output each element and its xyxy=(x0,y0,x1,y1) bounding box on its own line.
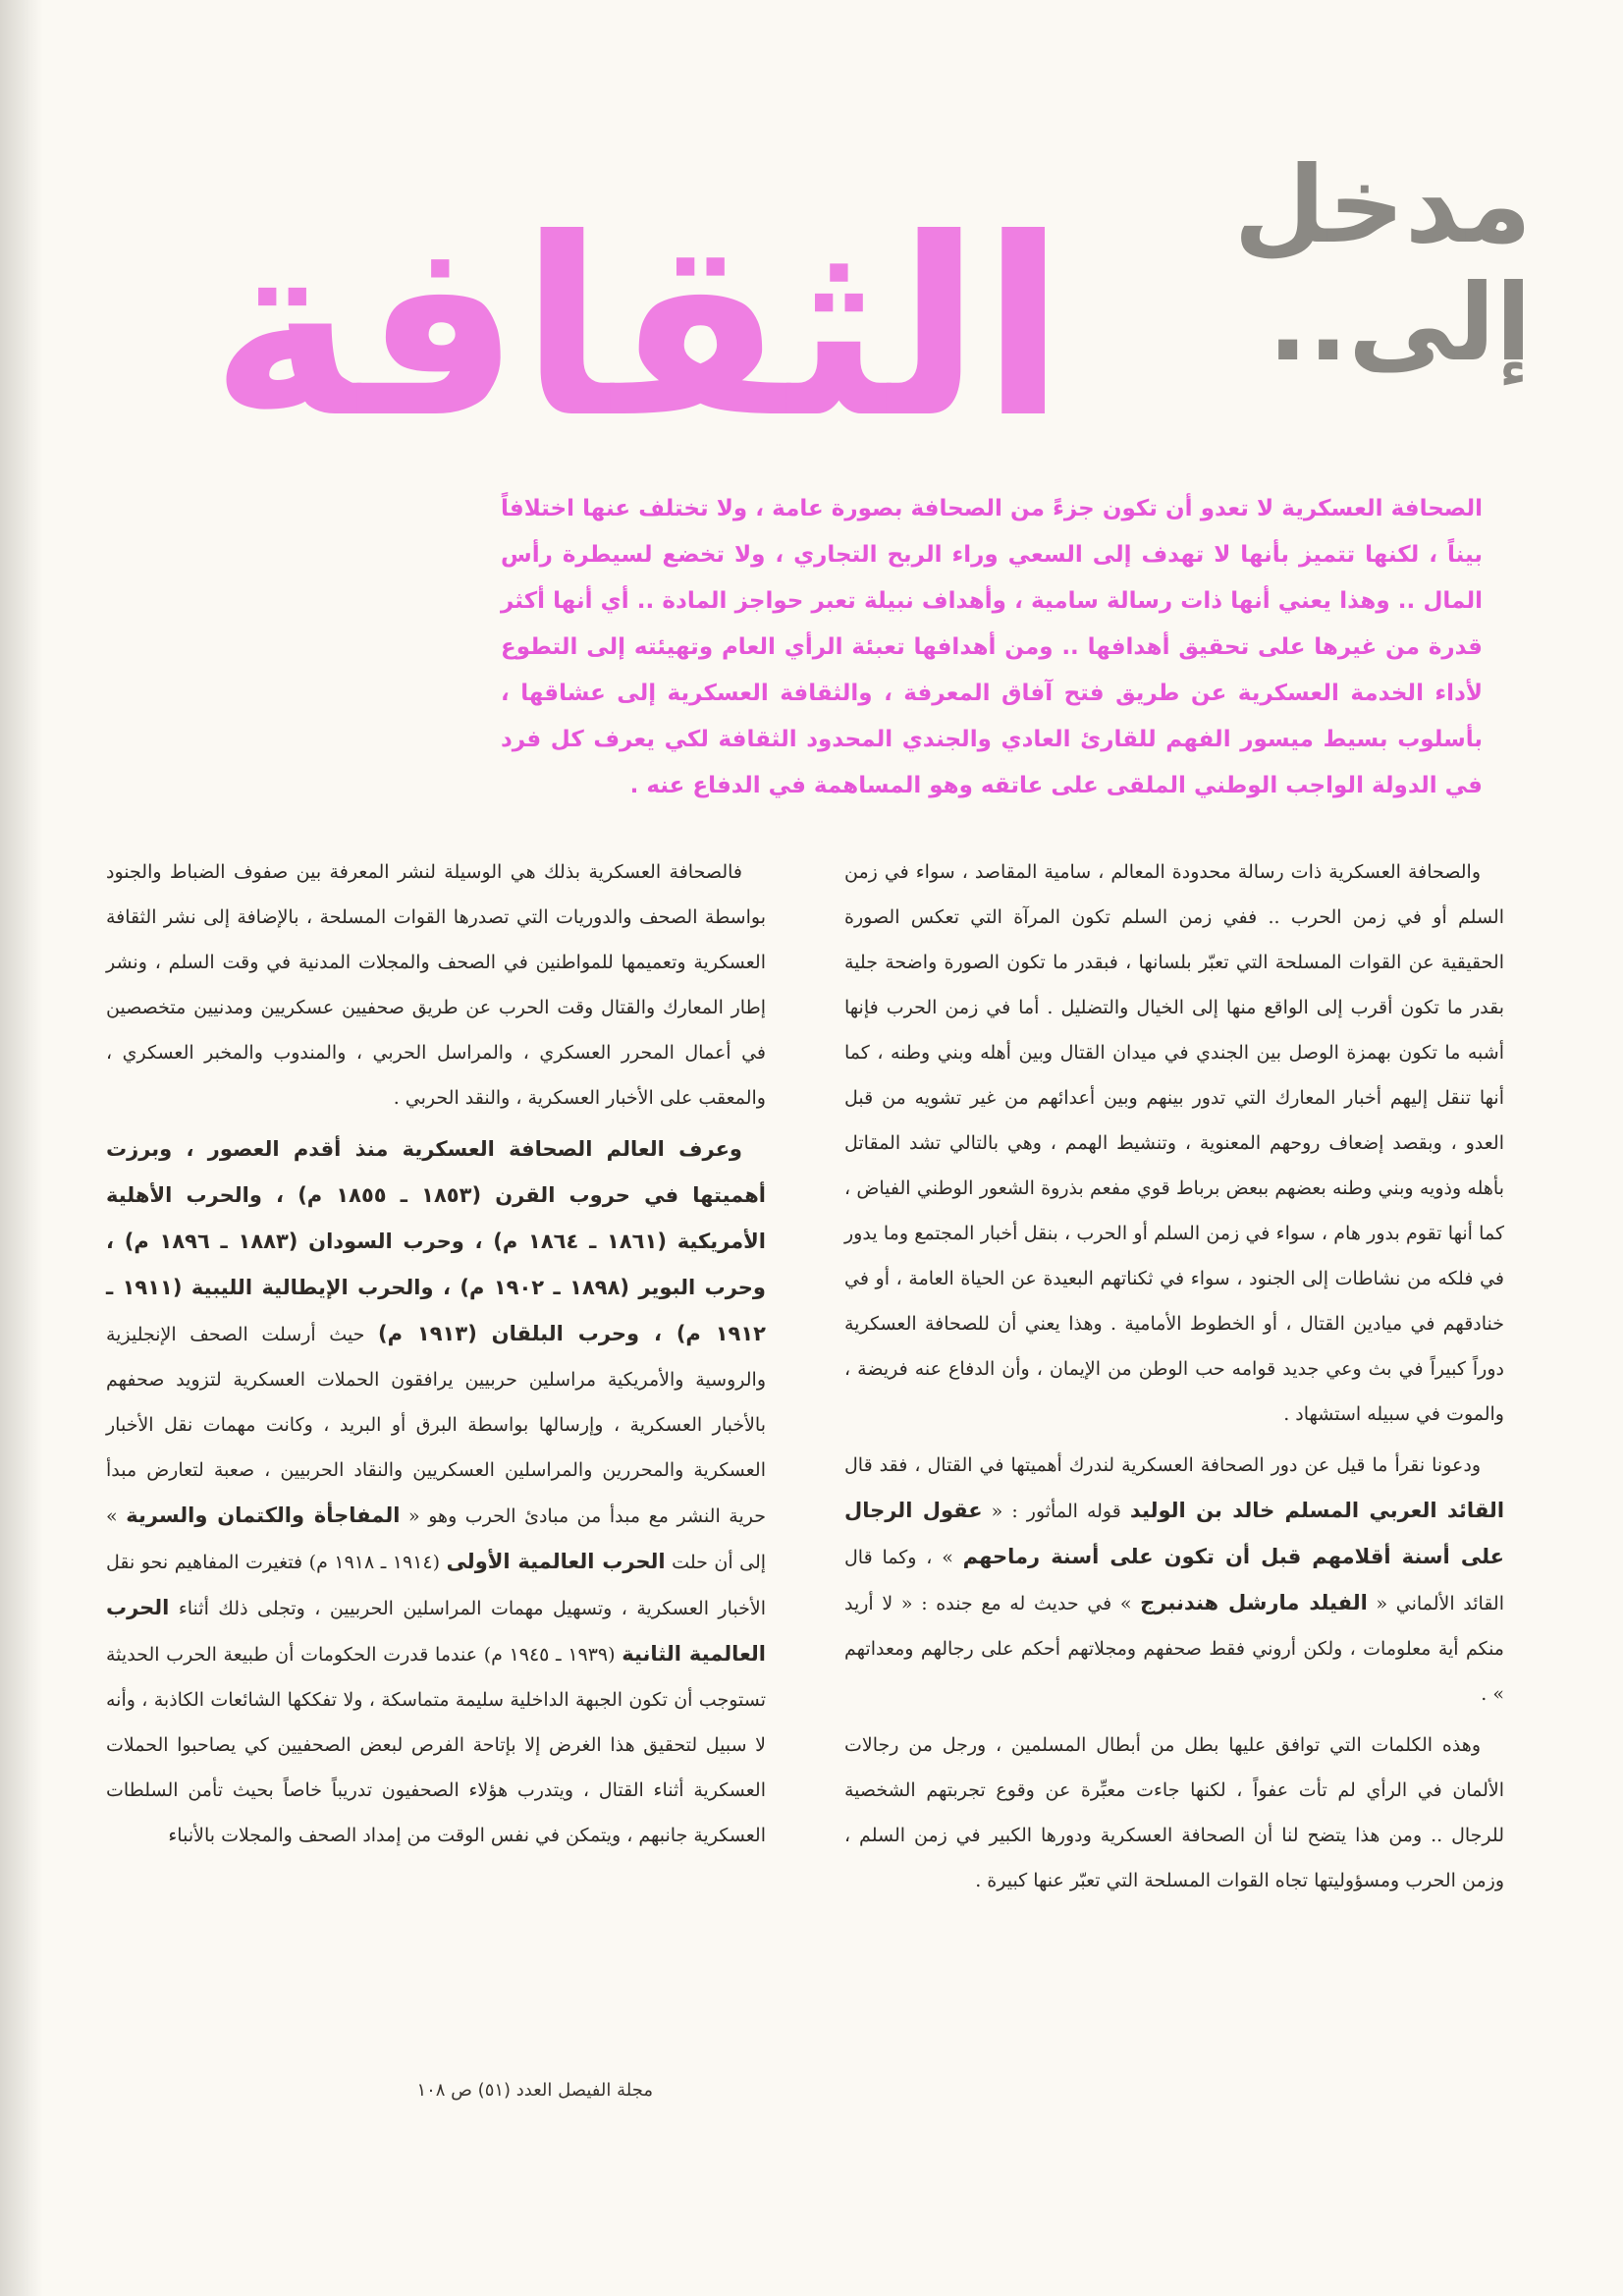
headline-intro-line2: إلى.. xyxy=(1268,262,1532,385)
body-column-right xyxy=(844,849,1504,1909)
body-column-left xyxy=(106,849,766,1864)
page-footer: مجلة الفيصل العدد (٥١) ص ١٠٨ xyxy=(416,2080,653,2101)
lead-paragraph: الصحافة العسكرية لا تعدو أن تكون جزءً من الصحافة بصورة عامة ، ولا تختلف عنها اختلافاً بيناً ، لكنها تتميز بأنها لا تهدف إلى السعي وراء الربح التجاري ، ولا تخضع لسيطرة رأس المال .. وهذا يعني أنها ذات رسالة سامية ، وأهداف نبيلة تعبر حواجز المادة .. أي أنها أكثر قدرة من غيرها على تحقيق أهدافها .. ومن أهدافها تعبئة الرأي العام وتهيئته إلى التطوع لأداء الخدمة العسكرية عن طريق فتح آفاق المعرفة ، والثقافة العسكرية إلى عشاقها ، بأسلوب بسيط ميسور الفهم للقارئ العادي والجندي المحدود الثقافة لكي يعرف كل فرد في الدولة الواجب الوطني الملقى على عاتقه وهو المساهمة في الدفاع عنه . xyxy=(501,496,1483,798)
page-scan-edge xyxy=(0,0,43,2296)
paragraph: فالصحافة العسكرية بذلك هي الوسيلة لنشر المعرفة بين صفوف الضباط والجنود بواسطة الصحف والدوريات التي تصدرها القوات المسلحة ، بالإضافة إلى نشر الثقافة العسكرية وتعميمها للمواطنين في الصحف والمجلات المدنية في وقت السلم ، ونشر إطار المعارك والقتال وقت الحرب عن طريق صحفيين عسكريين ومدنيين متخصصين في أعمال المحرر العسكري ، والمراسل الحربي ، والمندوب والمخبر العسكري ، والمعقب على الأخبار العسكرية ، والنقد الحربي . xyxy=(106,861,766,1109)
article-headline xyxy=(88,144,1532,471)
headline-intro-line1: مدخل xyxy=(1233,144,1532,267)
headline-main: الثقافة xyxy=(210,186,1065,471)
paragraph: ودعونا نقرأ ما قيل عن دور الصحافة العسكرية لندرك أهميتها في القتال ، فقد قال القائد العربي المسلم خالد بن الوليد قوله المأثور : « عقول الرجال على أسنة أقلامهم قبل أن تكون على أسنة رماحهم » ، وكما قال القائد الألماني « الفيلد مارشل هندنبرج » في حديث له مع جنده : « لا أريد منكم أية معلومات ، ولكن أروني فقط صحفهم ومجلاتهم أحكم على رجالهم ومعداتهم » . xyxy=(844,1454,1505,1705)
paragraph: والصحافة العسكرية ذات رسالة محدودة المعالم ، سامية المقاصد ، سواء في زمن السلم أو في زمن الحرب .. ففي زمن السلم تكون المرآة التي تعكس الصورة الحقيقية عن القوات المسلحة التي تعبّر بلسانها ، فبقدر ما تكون الصورة واضحة جلية بقدر ما تكون أقرب إلى الواقع منها إلى الخيال والتضليل . أما في زمن الحرب فإنها أشبه ما تكون بهمزة الوصل بين الجندي في ميدان القتال وبين أهله وبني وطنه ، كما أنها تنقل إليهم أخبار المعارك التي تدور بينهم وبين أعدائهم من غير تشويه من قبل العدو ، وبقصد إضعاف روحهم المعنوية ، وتنشيط الهمم ، وهي بالتالي تشد المقاتل بأهله وذويه وبني وطنه بعضهم ببعض برباط قوي مفعم بذروة الشعور الوطني الفياض ، كما أنها تقوم بدور هام ، سواء في زمن السلم أو الحرب ، بنقل أخبار المجتمع وما يدور في فلكه من نشاطات إلى الجنود ، سواء في ثكناتهم البعيدة عن الحياة العامة ، أو في خنادقهم في ميادين القتال ، أو الخطوط الأمامية . وهذا يعني أن للصحافة العسكرية دوراً كبيراً في بث وعي جديد قوامه حب الوطن من الإيمان ، وأن الدفاع عنه فريضة ، والموت في سبيله استشهاد . xyxy=(844,861,1505,1425)
paragraph: وهذه الكلمات التي توافق عليها بطل من أبطال المسلمين ، ورجل من رجالات الألمان في الرأي لم تأت عفواً ، لكنها جاءت معبِّرة عن وقوع تجربتهم الشخصية للرجال .. ومن هذا يتضح لنا أن الصحافة العسكرية ودورها الكبير في زمن السلم ، وزمن الحرب ومسؤوليتها تجاه القوات المسلحة التي تعبّر عنها كبيرة . xyxy=(844,1734,1504,1891)
paragraph: وعرف العالم الصحافة العسكرية منذ أقدم العصور ، وبرزت أهميتها في حروب القرن (١٨٥٣ ـ ١٨٥٥ م) ، والحرب الأهلية الأمريكية (١٨٦١ ـ ١٨٦٤ م) ، وحرب السودان (١٨٨٣ ـ ١٨٩٦ م) ، وحرب البوير (١٨٩٨ ـ ١٩٠٢ م) ، والحرب الإيطالية الليبية (١٩١١ ـ ١٩١٢ م) ، وحرب البلقان (١٩١٣ م) حيث أرسلت الصحف الإنجليزية والروسية والأمريكية مراسلين حربيين يرافقون الحملات العسكرية لتزويد صحفهم بالأخبار العسكرية ، وإرسالها بواسطة البرق أو البريد ، وكانت مهمات نقل الأخبار العسكرية والمحررين والمراسلين العسكريين والنقاد الحربيين ، صعبة لتعارض مبدأ حرية النشر مع مبدأ من مبادئ الحرب وهو « المفاجأة والكتمان والسرية » إلى أن حلت الحرب العالمية الأولى (١٩١٤ ـ ١٩١٨ م) فتغيرت المفاهيم نحو نقل الأخبار العسكرية ، وتسهيل مهمات المراسلين الحربيين ، وتجلى ذلك أثناء الحرب العالمية الثانية (١٩٣٩ ـ ١٩٤٥ م) عندما قدرت الحكومات أن طبيعة الحرب الحديثة تستوجب أن تكون الجبهة الداخلية سليمة متماسكة ، ولا تفككها الشائعات الكاذبة ، وأنه لا سبيل لتحقيق هذا الغرض إلا بإتاحة الفرص لبعض الصحفيين كي يصاحبوا الحملات العسكرية أثناء القتال ، ويتدرب هؤلاء الصحفيون تدريباً خاصاً بحيث تأمن السلطات العسكرية جانبهم ، ويتمكن في نفس الوقت من إمداد الصحف والمجلات بالأنباء xyxy=(106,1137,767,1846)
headline-intro xyxy=(1100,144,1532,385)
